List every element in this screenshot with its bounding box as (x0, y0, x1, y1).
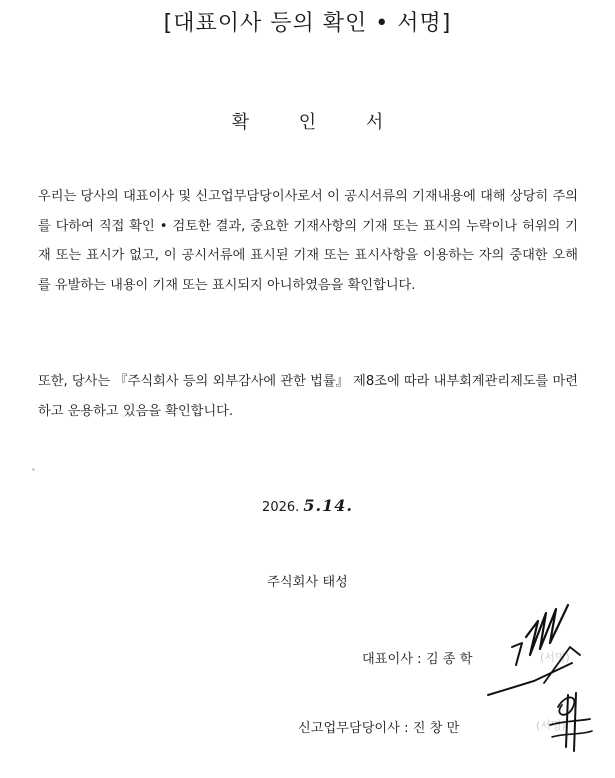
company-name: 주식회사 태성 (267, 575, 348, 590)
ceo-signature (484, 603, 594, 703)
signatory-separator: : (404, 721, 409, 736)
date-handwritten: 5.14. (303, 496, 353, 515)
confirmation-paragraph-2: 또한, 당사는 『주식회사 등의 외부감사에 관한 법률』 제8조에 따라 내부회계관리제도를 마련하고 운용하고 있음을 확인합니다. (38, 374, 578, 419)
director-signature (532, 685, 602, 755)
signatory-name: 김 종 학 (425, 652, 473, 667)
signatory-separator: : (417, 652, 422, 667)
section-header-title: [대표이사 등의 확인 • 서명] (163, 11, 452, 36)
signatory-name: 진 창 만 (412, 721, 460, 736)
signature-date (0, 496, 615, 515)
signatory-reporting-director (298, 717, 459, 736)
date-printed-year: 2026. (262, 500, 300, 515)
signatory-ceo (362, 648, 472, 667)
document-title: 확 인 서 (231, 112, 406, 133)
signatory-role: 신고업무담당이사 (298, 721, 400, 736)
signatory-role: 대표이사 (362, 652, 413, 667)
seal-text: (서명) (540, 651, 570, 664)
seal-text: (서명) (536, 719, 566, 732)
confirmation-paragraph-1: 우리는 당사의 대표이사 및 신고업무담당이사로서 이 공시서류의 기재내용에 대해 상당히 주의를 다하여 직접 확인 • 검토한 결과, 중요한 기재사항의 기재 또는 표시의 누락이나 허위의 기재 또는 표시가 없고, 이 공시서류에 표시된 기재 또는 표시사항을 이용하는 자의 중대한 오해를 유발하는 내용이 기재 또는 표시되지 아니하였음을 확인합니다. (38, 189, 578, 293)
scan-speck (32, 468, 35, 471)
